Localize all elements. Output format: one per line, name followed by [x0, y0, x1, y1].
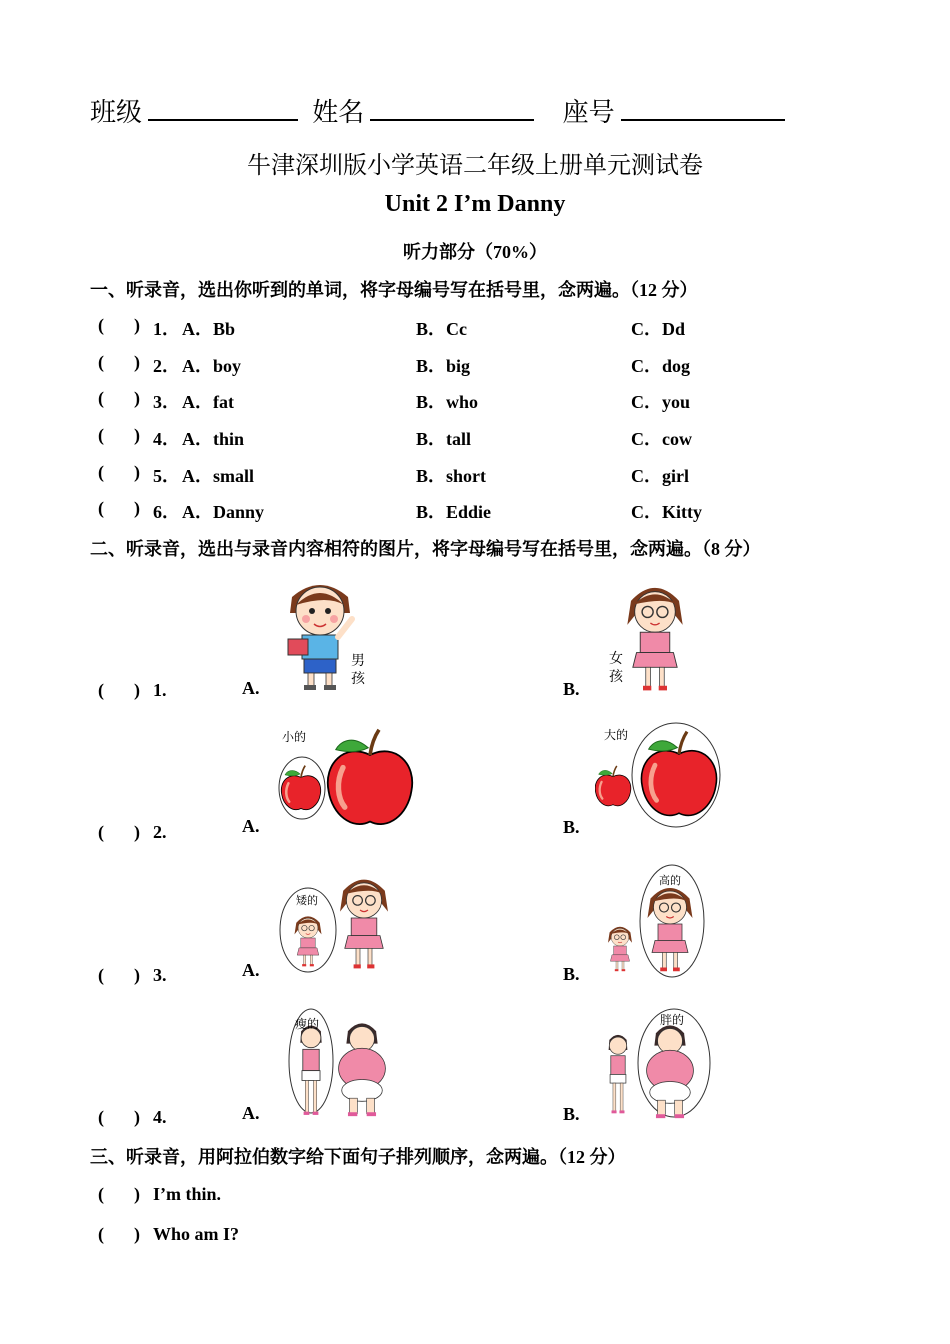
short-girl-picture[interactable]: [276, 866, 396, 978]
option-a-label: A.: [242, 816, 260, 836]
option-a: A．small: [182, 466, 254, 486]
question-number: 2.: [153, 822, 167, 842]
option-c: C．you: [631, 392, 691, 412]
paren-close: ): [134, 352, 140, 372]
paren-close: ): [134, 388, 140, 408]
option-a: A．Bb: [182, 319, 236, 339]
paren-close: ): [134, 965, 140, 985]
question-number: 4．: [153, 429, 180, 449]
fat-girl-picture[interactable]: [598, 1005, 713, 1120]
option-b: B．tall: [416, 429, 472, 449]
paren-open[interactable]: (: [98, 965, 104, 985]
question-number: 3．: [153, 392, 180, 412]
question-number: 5．: [153, 466, 180, 486]
paren-open[interactable]: (: [98, 462, 104, 482]
question-row: [98, 462, 858, 486]
paren-close: ): [134, 822, 140, 842]
small-caption: 小的: [282, 730, 307, 744]
option-a: A．thin: [182, 429, 245, 449]
question-row: [98, 315, 858, 339]
option-b: B．Cc: [416, 319, 467, 339]
option-a: A．Danny: [182, 502, 265, 522]
paren-close: ): [134, 462, 140, 482]
part-title: 听力部分（70%）: [403, 242, 547, 262]
paren-open[interactable]: (: [98, 1107, 104, 1127]
student-info-row: [90, 92, 791, 129]
section2-instruction: 二、听录音，选出与录音内容相符的图片，将字母编号写在括号里，念两遍。（8 分）: [90, 539, 761, 559]
sentence-text: I’m thin.: [153, 1184, 222, 1204]
question-row: [98, 498, 858, 522]
option-a: A．boy: [182, 356, 242, 376]
option-c: C．cow: [631, 429, 692, 449]
sentence-text: Who am I?: [153, 1224, 240, 1244]
picture-question-row: [98, 965, 858, 989]
paren-open[interactable]: (: [98, 822, 104, 842]
name-label: 姓名: [312, 98, 365, 128]
question-row: [98, 425, 858, 449]
paren-open[interactable]: (: [98, 425, 104, 445]
small-apple-picture[interactable]: [275, 722, 415, 834]
seat-blank[interactable]: [621, 97, 785, 121]
girl-caption: 女孩: [609, 651, 623, 685]
paren-close: ): [134, 498, 140, 518]
sentence-row: [98, 1224, 858, 1248]
option-c: C．dog: [631, 356, 691, 376]
short-caption: 矮的: [296, 894, 318, 907]
paren-open[interactable]: (: [98, 498, 104, 518]
class-blank[interactable]: [148, 97, 298, 121]
paren-open[interactable]: (: [98, 388, 104, 408]
tall-girl-picture[interactable]: [598, 862, 708, 982]
boy-caption: 男孩: [351, 653, 365, 687]
class-label: 班级: [90, 98, 143, 128]
option-b: B．big: [416, 356, 471, 376]
question-row: [98, 352, 858, 376]
option-a-label: A.: [242, 960, 260, 980]
question-row: [98, 388, 858, 412]
option-c: C．Kitty: [631, 502, 702, 522]
option-b-label: B.: [563, 679, 580, 699]
big-caption: 大的: [604, 728, 629, 742]
picture-question-row: [98, 680, 858, 704]
paren-close: ): [134, 1224, 140, 1244]
option-b-label: B.: [563, 1104, 580, 1124]
name-blank[interactable]: [370, 97, 534, 121]
picture-question-row: [98, 822, 858, 846]
option-c: C．Dd: [631, 319, 686, 339]
question-number: 3.: [153, 965, 167, 985]
option-a: A．fat: [182, 392, 234, 412]
paren-close: ): [134, 1184, 140, 1204]
picture-question-row: [98, 1107, 858, 1131]
option-b-label: B.: [563, 817, 580, 837]
paren-open[interactable]: (: [98, 680, 104, 700]
paren-close: ): [134, 425, 140, 445]
paren-open[interactable]: (: [98, 315, 104, 335]
unit-title: Unit 2 I’m Danny: [384, 191, 566, 217]
question-number: 6．: [153, 502, 180, 522]
question-number: 1．: [153, 319, 180, 339]
paren-close: ): [134, 315, 140, 335]
section3-instruction: 三、听录音，用阿拉伯数字给下面句子排列顺序，念两遍。（12 分）: [90, 1147, 626, 1167]
option-c: C．girl: [631, 466, 689, 486]
option-b-label: B.: [563, 964, 580, 984]
option-b: B．Eddie: [416, 502, 492, 522]
question-number: 1.: [153, 680, 167, 700]
option-b: B．short: [416, 466, 487, 486]
paren-open[interactable]: (: [98, 352, 104, 372]
seat-label: 座号: [562, 98, 615, 128]
sentence-row: [98, 1184, 858, 1208]
big-apple-picture[interactable]: [595, 720, 725, 832]
option-b: B．who: [416, 392, 479, 412]
paren-open[interactable]: (: [98, 1184, 104, 1204]
question-number: 2．: [153, 356, 180, 376]
section1-instruction: 一、听录音，选出你听到的单词，将字母编号写在括号里，念两遍。（12 分）: [90, 280, 698, 300]
paren-open[interactable]: (: [98, 1224, 104, 1244]
tall-caption: 高的: [659, 874, 681, 887]
question-number: 4.: [153, 1107, 167, 1127]
paren-close: ): [134, 1107, 140, 1127]
page-title: 牛津深圳版小学英语二年级上册单元测试卷: [247, 151, 703, 179]
option-a-label: A.: [242, 678, 260, 698]
thin-caption: 瘦的: [295, 1017, 320, 1031]
paren-close: ): [134, 680, 140, 700]
option-a-label: A.: [242, 1103, 260, 1123]
fat-caption: 胖的: [660, 1013, 685, 1027]
